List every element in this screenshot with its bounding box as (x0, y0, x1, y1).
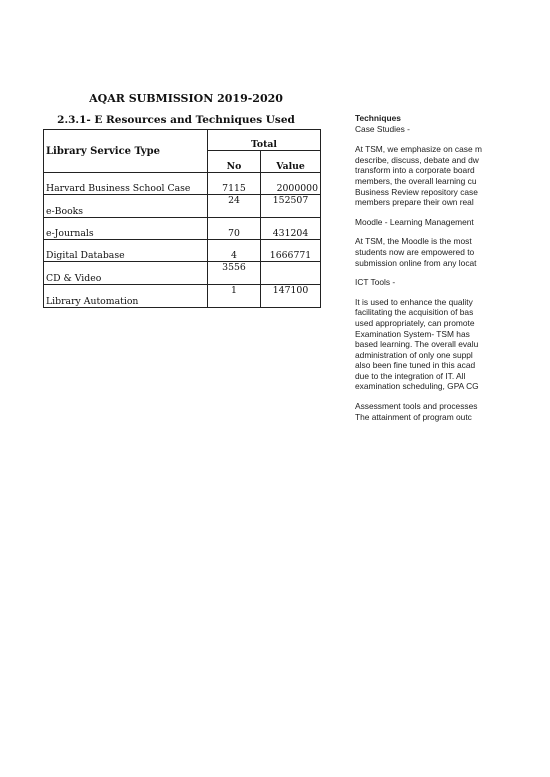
header-total: Total (208, 130, 321, 151)
moodle-title: Moodle - Learning Management (355, 216, 474, 227)
row-type: Library Automation (44, 285, 208, 308)
row-value: 147100 (261, 285, 321, 308)
table-row (44, 195, 321, 218)
paragraph-line: At TSM, the Moodle is the most (355, 236, 472, 247)
techniques-column (355, 113, 550, 443)
ict-paragraph (355, 297, 550, 392)
paragraph-line: The attainment of program outc (355, 411, 472, 422)
header-value: Value (261, 151, 321, 173)
table-row (44, 285, 321, 308)
section-subtitle: 2.3.1- E Resources and Techniques Used (57, 114, 295, 126)
techniques-heading: Techniques (355, 113, 401, 123)
row-value: 152507 (261, 195, 321, 218)
row-type: e-Books (44, 195, 208, 218)
paragraph-line: administration of only one suppl (355, 349, 473, 360)
table-row (44, 218, 321, 240)
row-no: 7115 (208, 173, 261, 195)
row-value: 1666771 (261, 240, 321, 262)
row-no: 70 (208, 218, 261, 240)
paragraph-line: members prepare their own real (355, 197, 474, 208)
ict-tools-title: ICT Tools - (355, 277, 396, 288)
e-resources-table (43, 129, 321, 308)
row-type: Harvard Business School Case (44, 173, 208, 195)
moodle-paragraph (355, 236, 550, 268)
case-studies-paragraph (355, 144, 550, 208)
table-row (44, 173, 321, 195)
paragraph-line: At TSM, we emphasize on case m (355, 144, 482, 155)
row-value (261, 262, 321, 285)
row-type: Digital Database (44, 240, 208, 262)
paragraph-line: used appropriately, can promote (355, 317, 475, 328)
paragraph-line: Business Review repository case (355, 186, 478, 197)
paragraph-line: due to the integration of IT. All (355, 370, 466, 381)
table-row (44, 240, 321, 262)
row-type: CD & Video (44, 262, 208, 285)
paragraph-line: describe, discuss, debate and dw (355, 154, 479, 165)
paragraph-line: Assessment tools and processes (355, 401, 478, 412)
row-no: 24 (208, 195, 261, 218)
row-type: e-Journals (44, 218, 208, 240)
row-value: 2000000 (261, 173, 321, 195)
paragraph-line: examination scheduling, GPA CG (355, 381, 479, 392)
paragraph-line: Examination System- TSM has (355, 328, 470, 339)
case-studies-title: Case Studies - (355, 123, 410, 134)
header-library-service-type: Library Service Type (44, 130, 208, 173)
assessment-paragraph (355, 401, 550, 422)
paragraph-line: also been fine tuned in this acad (355, 360, 476, 371)
row-no: 1 (208, 285, 261, 308)
row-value: 431204 (261, 218, 321, 240)
paragraph-line: based learning. The overall evalu (355, 339, 479, 350)
row-no: 3556 (208, 262, 261, 285)
paragraph-line: students now are empowered to (355, 246, 475, 257)
table-row (44, 262, 321, 285)
header-no: No (208, 151, 261, 173)
paragraph-line: It is used to enhance the quality (355, 296, 473, 307)
document-title: AQAR SUBMISSION 2019-2020 (89, 92, 283, 105)
paragraph-line: members, the overall learning cu (355, 175, 477, 186)
paragraph-line: facilitating the acquisition of bas (355, 307, 474, 318)
paragraph-line: transform into a corporate board (355, 165, 475, 176)
paragraph-line: submission online from any locat (355, 257, 477, 268)
row-no: 4 (208, 240, 261, 262)
